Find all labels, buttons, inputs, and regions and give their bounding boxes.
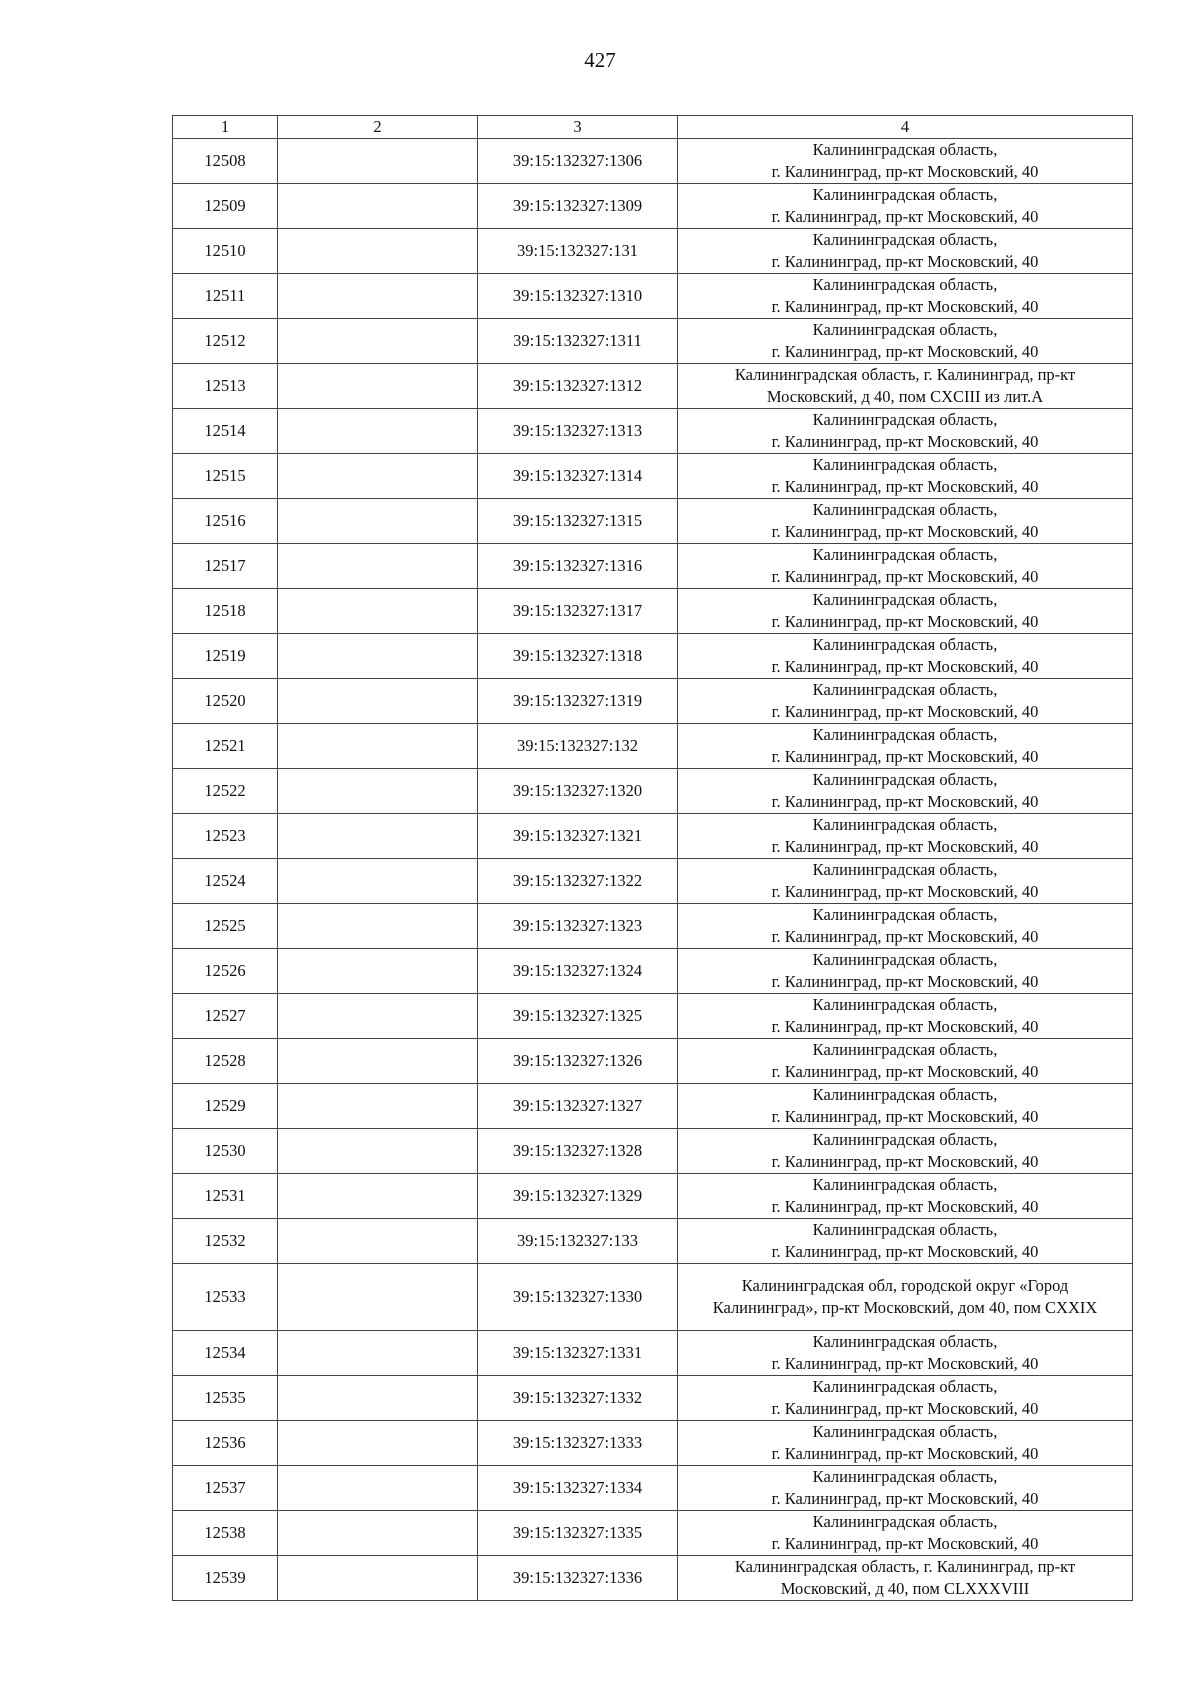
table-row [173, 1466, 1133, 1511]
address-cell: Калининградская область, г. Калининград, пр-кт Московский, 40 [678, 679, 1133, 724]
row-number-cell: 12526 [173, 949, 278, 994]
row-number-cell: 12522 [173, 769, 278, 814]
table-row [173, 634, 1133, 679]
address-cell: Калининградская область, г. Калининград, пр-кт Московский, 40 [678, 274, 1133, 319]
empty-cell [278, 1556, 478, 1601]
row-number-cell: 12520 [173, 679, 278, 724]
column-header-2: 2 [278, 116, 478, 139]
table-row [173, 1264, 1133, 1331]
address-cell: Калининградская область, г. Калининград, пр-кт Московский, 40 [678, 1466, 1133, 1511]
empty-cell [278, 184, 478, 229]
row-number-cell: 12535 [173, 1376, 278, 1421]
table-row [173, 949, 1133, 994]
empty-cell [278, 1331, 478, 1376]
registry-table [172, 115, 1133, 1601]
row-number-cell: 12521 [173, 724, 278, 769]
address-cell: Калининградская область, г. Калининград, пр-кт Московский, 40 [678, 409, 1133, 454]
table-row [173, 1219, 1133, 1264]
address-cell: Калининградская область, г. Калининград, пр-кт Московский, 40 [678, 454, 1133, 499]
cadastral-number-cell: 39:15:132327:1311 [478, 319, 678, 364]
address-cell: Калининградская область, г. Калининград, пр-кт Московский, 40 [678, 904, 1133, 949]
empty-cell [278, 1421, 478, 1466]
cadastral-number-cell: 39:15:132327:1319 [478, 679, 678, 724]
table-row [173, 1174, 1133, 1219]
row-number-cell: 12515 [173, 454, 278, 499]
table-row [173, 229, 1133, 274]
address-cell: Калининградская область, г. Калининград, пр-кт Московский, 40 [678, 949, 1133, 994]
table-row [173, 319, 1133, 364]
table-row [173, 1084, 1133, 1129]
row-number-cell: 12509 [173, 184, 278, 229]
table-row [173, 409, 1133, 454]
column-header-3: 3 [478, 116, 678, 139]
address-cell: Калининградская обл, городской округ «Город Калининград», пр-кт Московский, дом 40, пом CXXIX [678, 1264, 1133, 1331]
table-row [173, 1039, 1133, 1084]
cadastral-number-cell: 39:15:132327:1335 [478, 1511, 678, 1556]
empty-cell [278, 544, 478, 589]
address-cell: Калининградская область, г. Калининград, пр-кт Московский, 40 [678, 1174, 1133, 1219]
empty-cell [278, 409, 478, 454]
empty-cell [278, 454, 478, 499]
empty-cell [278, 679, 478, 724]
cadastral-number-cell: 39:15:132327:1334 [478, 1466, 678, 1511]
cadastral-number-cell: 39:15:132327:1315 [478, 499, 678, 544]
row-number-cell: 12539 [173, 1556, 278, 1601]
row-number-cell: 12534 [173, 1331, 278, 1376]
address-cell: Калининградская область, г. Калининград, пр-кт Московский, 40 [678, 589, 1133, 634]
cadastral-number-cell: 39:15:132327:1323 [478, 904, 678, 949]
row-number-cell: 12531 [173, 1174, 278, 1219]
cadastral-number-cell: 39:15:132327:1312 [478, 364, 678, 409]
cadastral-number-cell: 39:15:132327:132 [478, 724, 678, 769]
row-number-cell: 12516 [173, 499, 278, 544]
empty-cell [278, 634, 478, 679]
table-row [173, 499, 1133, 544]
address-cell: Калининградская область, г. Калининград, пр-кт Московский, д 40, пом CLXXXVIII [678, 1556, 1133, 1601]
address-cell: Калининградская область, г. Калининград, пр-кт Московский, 40 [678, 769, 1133, 814]
empty-cell [278, 499, 478, 544]
empty-cell [278, 949, 478, 994]
cadastral-number-cell: 39:15:132327:1318 [478, 634, 678, 679]
cadastral-number-cell: 39:15:132327:1324 [478, 949, 678, 994]
row-number-cell: 12529 [173, 1084, 278, 1129]
empty-cell [278, 1084, 478, 1129]
address-cell: Калининградская область, г. Калининград, пр-кт Московский, 40 [678, 139, 1133, 184]
address-cell: Калининградская область, г. Калининград, пр-кт Московский, 40 [678, 499, 1133, 544]
row-number-cell: 12523 [173, 814, 278, 859]
row-number-cell: 12518 [173, 589, 278, 634]
row-number-cell: 12517 [173, 544, 278, 589]
address-cell: Калининградская область, г. Калининград, пр-кт Московский, 40 [678, 994, 1133, 1039]
empty-cell [278, 139, 478, 184]
empty-cell [278, 724, 478, 769]
empty-cell [278, 859, 478, 904]
empty-cell [278, 1174, 478, 1219]
address-cell: Калининградская область, г. Калининград, пр-кт Московский, 40 [678, 1421, 1133, 1466]
address-cell: Калининградская область, г. Калининград, пр-кт Московский, д 40, пом CXCIII из лит.А [678, 364, 1133, 409]
empty-cell [278, 274, 478, 319]
row-number-cell: 12532 [173, 1219, 278, 1264]
cadastral-number-cell: 39:15:132327:1314 [478, 454, 678, 499]
empty-cell [278, 814, 478, 859]
empty-cell [278, 589, 478, 634]
address-cell: Калининградская область, г. Калининград, пр-кт Московский, 40 [678, 544, 1133, 589]
row-number-cell: 12524 [173, 859, 278, 904]
address-cell: Калининградская область, г. Калининград, пр-кт Московский, 40 [678, 1511, 1133, 1556]
column-header-1: 1 [173, 116, 278, 139]
empty-cell [278, 1466, 478, 1511]
address-cell: Калининградская область, г. Калининград, пр-кт Московский, 40 [678, 1129, 1133, 1174]
row-number-cell: 12511 [173, 274, 278, 319]
table-row [173, 1556, 1133, 1601]
table-row [173, 364, 1133, 409]
empty-cell [278, 769, 478, 814]
row-number-cell: 12519 [173, 634, 278, 679]
table-row [173, 1421, 1133, 1466]
table-row [173, 859, 1133, 904]
table-row [173, 589, 1133, 634]
address-cell: Калининградская область, г. Калининград, пр-кт Московский, 40 [678, 814, 1133, 859]
cadastral-number-cell: 39:15:132327:1328 [478, 1129, 678, 1174]
table-row [173, 724, 1133, 769]
cadastral-number-cell: 39:15:132327:1321 [478, 814, 678, 859]
empty-cell [278, 1129, 478, 1174]
cadastral-number-cell: 39:15:132327:1336 [478, 1556, 678, 1601]
row-number-cell: 12510 [173, 229, 278, 274]
row-number-cell: 12508 [173, 139, 278, 184]
row-number-cell: 12538 [173, 1511, 278, 1556]
cadastral-number-cell: 39:15:132327:1325 [478, 994, 678, 1039]
row-number-cell: 12513 [173, 364, 278, 409]
empty-cell [278, 229, 478, 274]
row-number-cell: 12530 [173, 1129, 278, 1174]
empty-cell [278, 1376, 478, 1421]
cadastral-number-cell: 39:15:132327:131 [478, 229, 678, 274]
table-row [173, 904, 1133, 949]
table-row [173, 679, 1133, 724]
cadastral-number-cell: 39:15:132327:1333 [478, 1421, 678, 1466]
cadastral-number-cell: 39:15:132327:1329 [478, 1174, 678, 1219]
row-number-cell: 12512 [173, 319, 278, 364]
empty-cell [278, 1219, 478, 1264]
empty-cell [278, 319, 478, 364]
empty-cell [278, 364, 478, 409]
cadastral-number-cell: 39:15:132327:1330 [478, 1264, 678, 1331]
table-row [173, 544, 1133, 589]
empty-cell [278, 1264, 478, 1331]
cadastral-number-cell: 39:15:132327:1313 [478, 409, 678, 454]
column-header-4: 4 [678, 116, 1133, 139]
address-cell: Калининградская область, г. Калининград, пр-кт Московский, 40 [678, 184, 1133, 229]
row-number-cell: 12533 [173, 1264, 278, 1331]
cadastral-number-cell: 39:15:132327:1322 [478, 859, 678, 904]
row-number-cell: 12514 [173, 409, 278, 454]
address-cell: Калининградская область, г. Калининград, пр-кт Московский, 40 [678, 1376, 1133, 1421]
address-cell: Калининградская область, г. Калининград, пр-кт Московский, 40 [678, 1039, 1133, 1084]
row-number-cell: 12525 [173, 904, 278, 949]
address-cell: Калининградская область, г. Калининград, пр-кт Московский, 40 [678, 634, 1133, 679]
table-row [173, 1331, 1133, 1376]
address-cell: Калининградская область, г. Калининград, пр-кт Московский, 40 [678, 319, 1133, 364]
row-number-cell: 12528 [173, 1039, 278, 1084]
row-number-cell: 12537 [173, 1466, 278, 1511]
address-cell: Калининградская область, г. Калининград, пр-кт Московский, 40 [678, 1219, 1133, 1264]
empty-cell [278, 1511, 478, 1556]
table-row [173, 1129, 1133, 1174]
table-row [173, 1511, 1133, 1556]
cadastral-number-cell: 39:15:132327:1331 [478, 1331, 678, 1376]
cadastral-number-cell: 39:15:132327:133 [478, 1219, 678, 1264]
page-number: 427 [584, 48, 616, 72]
row-number-cell: 12536 [173, 1421, 278, 1466]
address-cell: Калининградская область, г. Калининград, пр-кт Московский, 40 [678, 859, 1133, 904]
table-row [173, 814, 1133, 859]
cadastral-number-cell: 39:15:132327:1317 [478, 589, 678, 634]
row-number-cell: 12527 [173, 994, 278, 1039]
cadastral-number-cell: 39:15:132327:1310 [478, 274, 678, 319]
address-cell: Калининградская область, г. Калининград, пр-кт Московский, 40 [678, 1084, 1133, 1129]
cadastral-number-cell: 39:15:132327:1316 [478, 544, 678, 589]
table-row [173, 994, 1133, 1039]
address-cell: Калининградская область, г. Калининград, пр-кт Московский, 40 [678, 724, 1133, 769]
table-row [173, 274, 1133, 319]
table-row [173, 1376, 1133, 1421]
cadastral-number-cell: 39:15:132327:1306 [478, 139, 678, 184]
table-row [173, 184, 1133, 229]
cadastral-number-cell: 39:15:132327:1326 [478, 1039, 678, 1084]
cadastral-number-cell: 39:15:132327:1320 [478, 769, 678, 814]
cadastral-number-cell: 39:15:132327:1309 [478, 184, 678, 229]
address-cell: Калининградская область, г. Калининград, пр-кт Московский, 40 [678, 1331, 1133, 1376]
table-row [173, 769, 1133, 814]
address-cell: Калининградская область, г. Калининград, пр-кт Московский, 40 [678, 229, 1133, 274]
cadastral-number-cell: 39:15:132327:1327 [478, 1084, 678, 1129]
table-header-row [173, 116, 1133, 139]
empty-cell [278, 994, 478, 1039]
empty-cell [278, 1039, 478, 1084]
cadastral-number-cell: 39:15:132327:1332 [478, 1376, 678, 1421]
table-row [173, 139, 1133, 184]
table-row [173, 454, 1133, 499]
empty-cell [278, 904, 478, 949]
